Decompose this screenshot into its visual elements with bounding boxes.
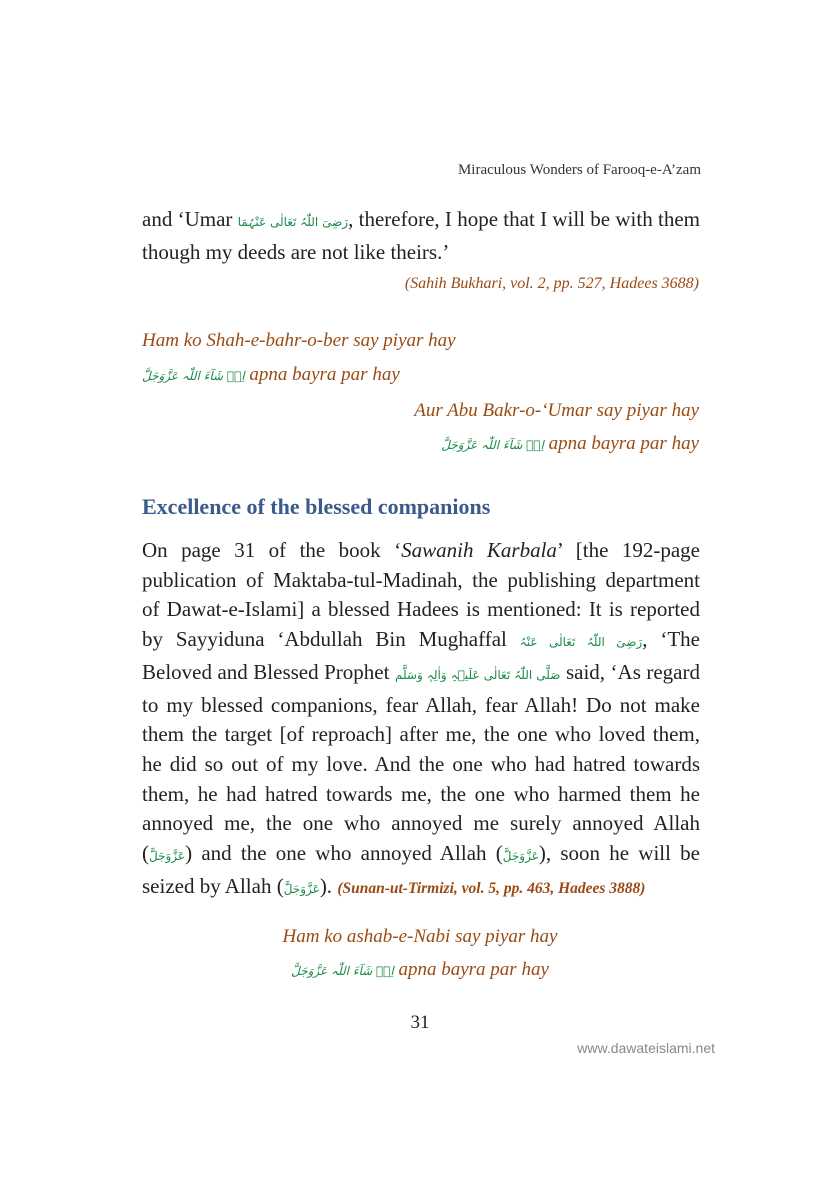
intro-text-2: , therefore, I hope that I will be with them though my deeds are not like theirs.’: [142, 207, 700, 264]
arabic-inshallah: اِنۡ شَآءَ اللّٰہ عَزَّوَجَلَّ: [142, 369, 245, 383]
verse-line-4: اِنۡ شَآءَ اللّٰہ عَزَّوَجَلَّ apna bayra par hay: [441, 433, 699, 454]
intro-text-1: and ‘Umar: [142, 207, 238, 231]
verse-line-1: Ham ko Shah-e-bahr-o-ber say piyar hay: [142, 330, 456, 351]
running-header: Miraculous Wonders of Farooq-e-A’zam: [457, 162, 701, 178]
page-number: 31: [410, 1012, 430, 1033]
arabic-azzawajal: عَزَّوَجَلَّ: [283, 881, 320, 896]
arabic-honorific: رَضِیَ اللّٰہُ تَعَالٰی عَنْہُمَا: [237, 215, 349, 229]
arabic-azzawajal: عَزَّوَجَلَّ: [502, 849, 539, 864]
hadees-paragraph: On page 31 of the book ‘Sawanih Karbala’ [the 192-page publication of Maktaba-tul-Madinah, the publishing department of Dawat-e-Islami] a blessed Hadees is mentioned: It is reported by Sayyiduna ‘Abdullah Bin Mughaffal رَضِیَ اللّٰہُ تَعَالٰی عَنْہُ, ‘The Beloved and Blessed Prophet صَلَّی اللّٰہُ تَعَالٰی عَلَیۡہِ وَاٰلِہٖ وَسَلَّم said, ‘As regard to my blessed companions, fear Allah, fear Allah! Do not make them the target [of reproach] after me, the one who loved them, he did so out of my love. And the one who had hatred towards them, he had hatred towards me, the one who harmed them he annoyed me, the one who annoyed me surely annoyed Allah (عَزَّوَجَلَّ) and the one who annoyed Allah (عَزَّوَجَلَّ), soon he will be seized by Allah (عَزَّوَجَلَّ). (Sunan-ut-Tirmizi, vol. 5, pp. 463, Hadees 3888): [142, 538, 701, 898]
intro-paragraph: [142, 205, 700, 267]
arabic-inshallah: اِنۡ شَآءَ اللّٰہ عَزَّوَجَلَّ: [441, 438, 544, 452]
verse2-line-2: اِنۡ شَآءَ اللّٰہ عَزَّوَجَلَّ apna bayra par hay: [291, 959, 549, 980]
reference-bukhari: (Sahih Bukhari, vol. 2, pp. 527, Hadees 3688): [404, 275, 699, 292]
verse2-line-1: Ham ko ashab-e-Nabi say piyar hay: [282, 926, 558, 947]
verse-line-3: Aur Abu Bakr-o-‘Umar say piyar hay: [414, 400, 699, 421]
reference-tirmizi: (Sunan-ut-Tirmizi, vol. 5, pp. 463, Hadees 3888): [337, 879, 646, 897]
verse-line-2: اِنۡ شَآءَ اللّٰہ عَزَّوَجَلَّ apna bayra par hay: [142, 364, 400, 385]
arabic-inshallah: اِنۡ شَآءَ اللّٰہ عَزَّوَجَلَّ: [291, 964, 394, 978]
arabic-azzawajal: عَزَّوَجَلَّ: [149, 849, 186, 864]
arabic-salutation: صَلَّی اللّٰہُ تَعَالٰی عَلَیۡہِ وَاٰلِہٖ وَسَلَّم: [394, 667, 561, 682]
book-title: Sawanih Karbala: [401, 538, 557, 562]
website-link[interactable]: www.dawateislami.net: [577, 1040, 715, 1056]
section-heading: Excellence of the blessed companions: [142, 494, 491, 519]
arabic-honorific: رَضِیَ اللّٰہُ تَعَالٰی عَنْہُ: [519, 635, 643, 650]
